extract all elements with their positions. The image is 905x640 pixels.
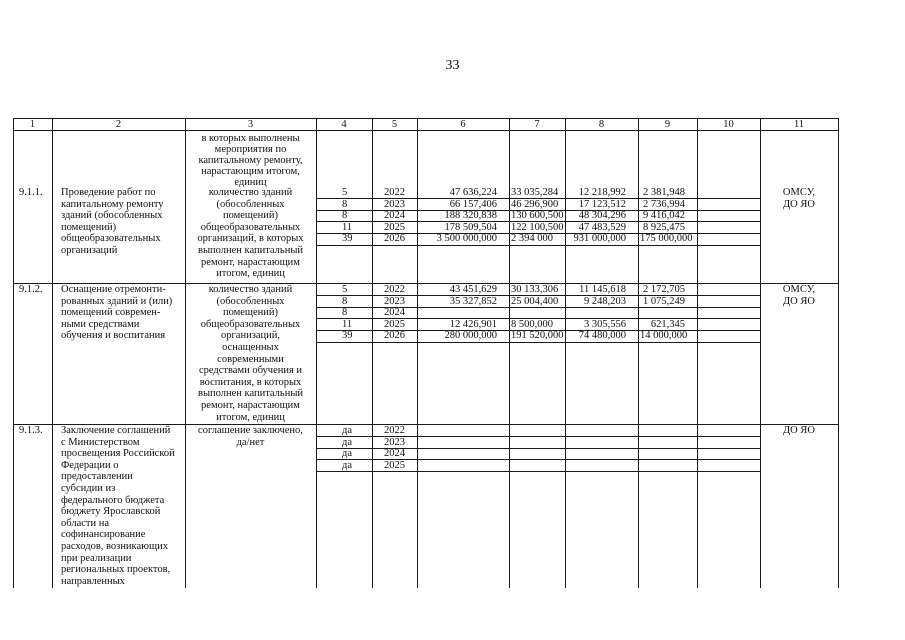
target-value: 8	[342, 307, 348, 319]
indicator-text: соглашение заключено,	[198, 425, 303, 436]
year: 2026	[384, 330, 405, 342]
amount-cell: 931 000,000	[573, 233, 626, 245]
header-bottom-border	[13, 130, 838, 131]
row-name: помещений современ-	[61, 307, 161, 319]
target-value: 5	[342, 187, 348, 198]
amount-cell: 188 320,838	[444, 210, 497, 222]
row-name: помещений)	[61, 221, 117, 233]
amount-cell: 74 480,000	[578, 330, 626, 342]
sub-row-line	[316, 245, 760, 246]
sub-row-line	[316, 307, 760, 308]
indicator-text: ремонт, нарастающим	[201, 400, 300, 411]
amount-cell: 35 327,852	[449, 295, 497, 307]
column-divider	[838, 118, 839, 588]
indicator-text: общеобразовательных	[200, 221, 301, 233]
indicator-text: итогом, единиц	[216, 268, 285, 280]
sub-row-line	[316, 471, 760, 472]
row-name: Заключение соглашений	[61, 425, 171, 436]
executor: ДО ЯО	[783, 198, 815, 210]
indicator-text: выполнен капитальный	[198, 245, 303, 256]
row-name: при реализации	[61, 552, 132, 564]
indicator-text: ремонт, нарастающим	[201, 256, 300, 268]
row-name: Проведение работ по	[61, 187, 156, 198]
column-divider	[697, 118, 698, 588]
indicator-text: количество зданий	[208, 187, 293, 198]
indicator-text: организаций,	[221, 330, 280, 342]
column-divider	[417, 118, 418, 588]
sub-row-line	[316, 342, 760, 343]
indicator-text: да/нет	[236, 436, 265, 448]
amount-cell: 47 483,529	[578, 221, 626, 233]
year: 2023	[384, 436, 405, 448]
row-name: рованных зданий и (или)	[61, 295, 173, 307]
amount-cell: 2 736,994	[643, 198, 685, 210]
column-header: 8	[598, 118, 605, 130]
indicator-text: воспитания, в которых	[199, 376, 302, 388]
year: 2022	[384, 425, 405, 436]
target-value: да	[342, 436, 353, 448]
amount-cell: 122 100,500	[511, 221, 564, 233]
amount-cell: 9 416,042	[643, 210, 685, 222]
indicator-text: (обособленных	[216, 198, 285, 210]
row-name: зданий (обособленных	[61, 210, 163, 222]
indicator-text: итогом, единиц	[216, 411, 285, 423]
sub-row-line	[316, 459, 760, 460]
indicator-text: организаций, в которых	[197, 233, 304, 245]
target-value: 39	[342, 330, 353, 342]
column-divider	[52, 118, 53, 588]
column-divider	[509, 118, 510, 588]
amount-cell: 2 381,948	[643, 187, 685, 198]
year: 2022	[384, 187, 405, 198]
amount-cell: 47 636,224	[449, 187, 497, 198]
row-name: Федерации о	[61, 459, 119, 471]
page-number: 33	[445, 58, 460, 73]
year: 2025	[384, 221, 405, 233]
carry-over-text: в которых выполнены	[201, 133, 300, 144]
amount-cell: 621,345	[650, 318, 685, 330]
amount-cell: 3 500 000,000	[436, 233, 497, 245]
row-name: софинансирование	[61, 529, 146, 541]
amount-cell: 14 000,000	[640, 330, 688, 342]
indicator-text: общеобразовательных	[200, 318, 301, 330]
carry-over-text: капитальному ремонту,	[198, 155, 303, 166]
column-header: 5	[391, 118, 398, 130]
row-name: предоставлении	[61, 471, 133, 483]
year: 2025	[384, 459, 405, 471]
amount-cell: 33 035,284	[511, 187, 559, 198]
row-name: капитальному ремонту	[61, 198, 164, 210]
amount-cell: 175 000,000	[640, 233, 693, 245]
column-divider	[638, 118, 639, 588]
amount-cell: 30 133,306	[511, 284, 559, 295]
carry-over-text: мероприятия по	[214, 144, 287, 155]
row-name: организаций	[61, 245, 118, 256]
amount-cell: 9 248,203	[584, 295, 626, 307]
column-header: 4	[341, 118, 347, 130]
row-name: бюджету Ярославской	[61, 506, 161, 518]
amount-cell: 3 305,556	[584, 318, 626, 330]
amount-cell: 8 925,475	[643, 221, 685, 233]
carry-over-text: нарастающим итогом,	[201, 166, 300, 177]
row-name: региональных проектов,	[61, 564, 171, 576]
row-code: 9.1.1.	[19, 187, 43, 198]
indicator-text: средствами обучения и	[198, 365, 303, 377]
row-name: расходов, возникающих	[61, 541, 168, 552]
column-header: 9	[664, 118, 671, 130]
column-header: 3	[247, 118, 254, 130]
row-name: Оснащение отремонти-	[61, 284, 166, 295]
amount-cell: 178 509,504	[444, 221, 497, 233]
amount-cell: 46 296,900	[511, 198, 559, 210]
amount-cell: 17 123,512	[578, 198, 626, 210]
executor: ОМСУ,	[782, 187, 816, 198]
target-value: 11	[342, 221, 353, 233]
amount-cell: 66 157,406	[449, 198, 497, 210]
column-divider	[13, 118, 14, 588]
target-value: 8	[342, 210, 348, 222]
column-divider	[316, 118, 317, 588]
row-name: субсидии из	[61, 483, 116, 494]
amount-cell: 130 600,500	[511, 210, 564, 222]
year: 2024	[384, 307, 405, 319]
row-name: ными средствами	[61, 318, 140, 330]
amount-cell: 11 145,618	[579, 284, 626, 295]
indicator-text: современными	[217, 353, 284, 365]
column-header: 2	[115, 118, 122, 130]
amount-cell: 2 172,705	[643, 284, 685, 295]
amount-cell: 43 451,629	[449, 284, 497, 295]
target-value: 5	[342, 284, 348, 295]
target-value: 11	[342, 318, 353, 330]
indicator-text: (обособленных	[216, 295, 285, 307]
amount-cell: 191 520,000	[511, 330, 564, 342]
target-value: да	[342, 448, 353, 460]
indicator-text: выполнен капитальный	[198, 388, 303, 400]
row-code: 9.1.2.	[19, 284, 43, 295]
column-header: 10	[723, 118, 734, 130]
target-value: да	[342, 425, 353, 436]
carry-over-text: единиц	[234, 177, 267, 188]
column-divider	[372, 118, 373, 588]
year: 2025	[384, 318, 405, 330]
column-divider	[565, 118, 566, 588]
amount-cell: 8 500,000	[511, 318, 553, 330]
row-name: федерального бюджета	[61, 494, 165, 506]
amount-cell: 1 075,249	[643, 295, 685, 307]
amount-cell: 25 004,400	[511, 295, 559, 307]
amount-cell: 12 218,992	[578, 187, 626, 198]
column-header: 7	[534, 118, 540, 130]
sub-row-line	[316, 448, 760, 449]
amount-cell: 48 304,296	[578, 210, 626, 222]
executor: ДО ЯО	[783, 295, 815, 307]
target-value: да	[342, 459, 353, 471]
executor: ДО ЯО	[783, 425, 815, 436]
year: 2026	[384, 233, 405, 245]
amount-cell: 12 426,901	[449, 318, 497, 330]
sub-row-line	[316, 436, 760, 437]
column-header: 6	[460, 118, 466, 130]
year: 2023	[384, 198, 405, 210]
row-name: обучения и воспитания	[61, 330, 166, 342]
year: 2024	[384, 210, 405, 222]
target-value: 39	[342, 233, 353, 245]
row-name: области на	[61, 517, 110, 529]
column-header: 1	[29, 118, 36, 130]
indicator-text: помещений)	[222, 307, 279, 319]
executor: ОМСУ,	[782, 284, 816, 295]
row-name: направленных	[61, 575, 125, 587]
indicator-text: оснащенных	[222, 342, 279, 353]
year: 2023	[384, 295, 405, 307]
column-header: 11	[793, 118, 805, 130]
target-value: 8	[342, 295, 348, 307]
row-code: 9.1.3.	[19, 425, 43, 436]
indicator-text: помещений)	[222, 210, 279, 222]
row-name: просвещения Российской	[61, 448, 175, 460]
year: 2022	[384, 284, 405, 295]
amount-cell: 280 000,000	[444, 330, 497, 342]
target-value: 8	[342, 198, 348, 210]
amount-cell: 2 394 000	[511, 233, 553, 245]
indicator-text: количество зданий	[208, 284, 293, 295]
row-name: общеобразовательных	[61, 233, 161, 245]
year: 2024	[384, 448, 405, 460]
row-name: с Министерством	[61, 436, 140, 448]
